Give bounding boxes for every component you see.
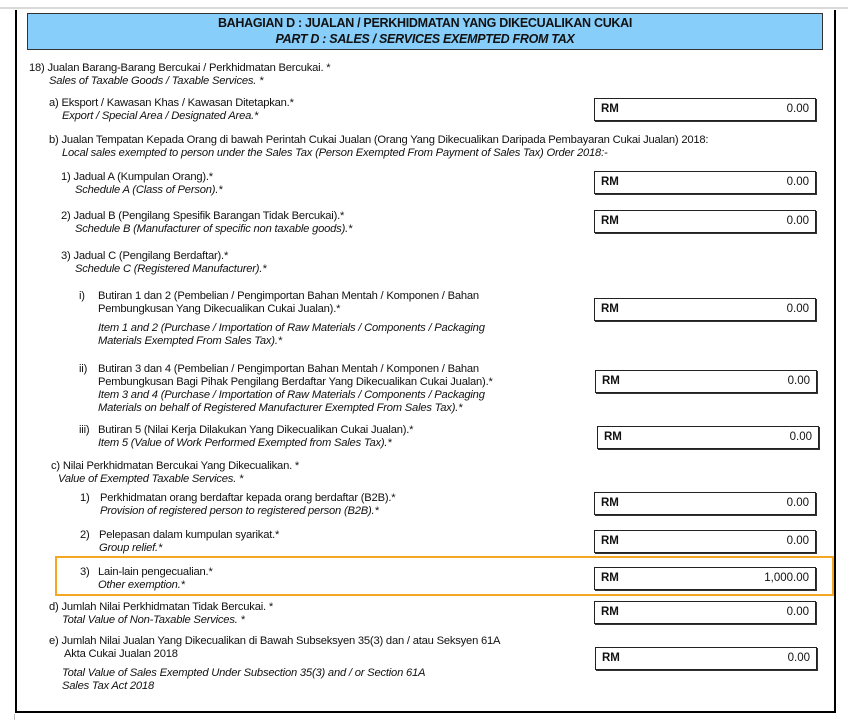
qb3-i-ms2: Pembungkusan Yang Dikecualikan Cukai Jualan).*	[98, 303, 341, 315]
currency-label: RM	[601, 215, 619, 227]
qe-ms1: e) Jumlah Nilai Jualan Yang Dikecualikan di Bawah Subseksyen 35(3) dan / atau Seksyen 61A	[49, 635, 501, 647]
qb3-i-label	[98, 290, 485, 348]
amount-value: 0.00	[789, 431, 812, 443]
qb3-i-ms1: Butiran 1 dan 2 (Pembelian / Pengimportan Bahan Mentah / Komponen / Bahan	[98, 290, 479, 302]
q18-ms: 18) Jualan Barang-Barang Bercukai / Perkhidmatan Bercukai. *	[29, 62, 331, 74]
qc2-ms: Pelepasan dalam kumpulan syarikat.*	[99, 529, 280, 541]
qd-en: Total Value of Non-Taxable Services. *	[62, 614, 245, 626]
qc3-ms: Lain-lain pengecualian.*	[98, 566, 213, 578]
amount-value: 0.00	[786, 303, 809, 315]
qb1-label	[61, 171, 222, 197]
amount-value: 1,000.00	[764, 572, 809, 584]
currency-label: RM	[601, 606, 619, 618]
currency-label: RM	[601, 303, 619, 315]
qa-ms: a) Eksport / Kawasan Khas / Kawasan Ditetapkan.*	[49, 97, 294, 109]
qc3-num: 3)	[80, 566, 90, 578]
qc-en: Value of Exempted Taxable Services. *	[58, 473, 244, 485]
qc1-label	[100, 492, 395, 518]
currency-label: RM	[602, 652, 620, 664]
qc2-amount-field[interactable]	[594, 530, 816, 553]
qb3-ii-num: ii)	[79, 363, 88, 375]
qc2-num: 2)	[80, 529, 90, 541]
currency-label: RM	[602, 375, 620, 387]
qe-en2: Sales Tax Act 2018	[62, 680, 154, 692]
qe-label	[49, 635, 500, 693]
qc3-label	[98, 566, 213, 592]
qb2-en: Schedule B (Manufacturer of specific non taxable goods).*	[75, 223, 353, 235]
currency-label: RM	[601, 497, 619, 509]
currency-label: RM	[601, 572, 619, 584]
amount-value: 0.00	[786, 497, 809, 509]
qc3-en: Other exemption.*	[98, 579, 185, 591]
qb3-iii-ms: Butiran 5 (Nilai Kerja Dilakukan Yang Dikecualikan Cukai Jualan).*	[98, 424, 414, 436]
amount-value: 0.00	[786, 606, 809, 618]
currency-label: RM	[601, 103, 619, 115]
qa-amount-field[interactable]	[594, 98, 816, 121]
qc1-en: Provision of registered person to registered person (B2B).*	[100, 505, 379, 517]
qc3-amount-field[interactable]	[594, 567, 816, 590]
qc1-ms: Perkhidmatan orang berdaftar kepada orang berdaftar (B2B).*	[100, 492, 396, 504]
currency-label: RM	[601, 176, 619, 188]
qb3-i-amount-field[interactable]	[594, 298, 816, 321]
qb3-ii-en2: Materials on behalf of Registered Manufacturer Exempted From Sales Tax).*	[98, 402, 463, 414]
qc2-label	[99, 529, 279, 555]
qb3-ii-en1: Item 3 and 4 (Purchase / Importation of Raw Materials / Components / Packaging	[98, 389, 485, 401]
qb3-label	[61, 250, 266, 276]
qb3-ii-amount-field[interactable]	[595, 370, 817, 393]
qe-ms2: Akta Cukai Jualan 2018	[64, 648, 178, 660]
qb-en: Local sales exempted to person under the Sales Tax (Person Exempted From Payment of Sales Tax) Order 2018:-	[62, 147, 608, 159]
qc1-amount-field[interactable]	[594, 492, 816, 515]
qb3-iii-label	[98, 424, 413, 450]
qb3-i-en1: Item 1 and 2 (Purchase / Importation of Raw Materials / Components / Packaging	[98, 322, 485, 334]
amount-value: 0.00	[787, 652, 810, 664]
qb-label	[49, 134, 708, 160]
amount-value: 0.00	[786, 103, 809, 115]
qb3-i-en2: Materials Exempted From Sales Tax).*	[98, 335, 282, 347]
qb3-ii-ms2: Pembungkusan Bagi Pihak Pengilang Berdaftar Yang Dikecualikan Cukai Jualan).*	[98, 376, 493, 388]
qd-label	[49, 601, 273, 627]
currency-label: RM	[601, 535, 619, 547]
qb3-en: Schedule C (Registered Manufacturer).*	[75, 263, 267, 275]
qc2-en: Group relief.*	[99, 542, 163, 554]
section-title-en: PART D : SALES / SERVICES EXEMPTED FROM TAX	[275, 32, 575, 46]
qb3-iii-en: Item 5 (Value of Work Performed Exempted from Sales Tax).*	[98, 437, 392, 449]
qb2-ms: 2) Jadual B (Pengilang Spesifik Barangan Tidak Bercukai).*	[61, 210, 345, 222]
qb3-iii-num: iii)	[79, 424, 90, 436]
currency-label: RM	[604, 431, 622, 443]
qa-label	[49, 97, 294, 123]
amount-value: 0.00	[786, 535, 809, 547]
qc-label	[51, 460, 299, 486]
qb1-amount-field[interactable]	[594, 171, 816, 194]
qe-en1: Total Value of Sales Exempted Under Subsection 35(3) and / or Section 61A	[62, 667, 426, 679]
qb3-ii-ms1: Butiran 3 dan 4 (Pembelian / Pengimportan Bahan Mentah / Komponen / Bahan	[98, 363, 479, 375]
section-header	[27, 13, 823, 50]
page-edge-marker	[14, 714, 15, 720]
qd-ms: d) Jumlah Nilai Perkhidmatan Tidak Bercukai. *	[49, 601, 273, 613]
qb2-amount-field[interactable]	[594, 210, 816, 233]
qb1-en: Schedule A (Class of Person).*	[75, 184, 223, 196]
qd-amount-field[interactable]	[594, 601, 816, 624]
qb3-iii-amount-field[interactable]	[597, 426, 819, 449]
qb3-ms: 3) Jadual C (Pengilang Berdaftar).*	[61, 250, 229, 262]
amount-value: 0.00	[787, 375, 810, 387]
q18-label	[29, 62, 330, 88]
q18-en: Sales of Taxable Goods / Taxable Services. *	[49, 75, 264, 87]
amount-value: 0.00	[786, 176, 809, 188]
top-divider	[0, 7, 848, 9]
qb3-ii-label	[98, 363, 493, 415]
qe-amount-field[interactable]	[595, 647, 817, 670]
qb2-label	[61, 210, 352, 236]
qb1-ms: 1) Jadual A (Kumpulan Orang).*	[61, 171, 213, 183]
section-title-ms: BAHAGIAN D : JUALAN / PERKHIDMATAN YANG DIKECUALIKAN CUKAI	[217, 16, 633, 30]
amount-value: 0.00	[786, 215, 809, 227]
qc-ms: c) Nilai Perkhidmatan Bercukai Yang Dikecualikan. *	[51, 460, 300, 472]
qb-ms: b) Jualan Tempatan Kepada Orang di bawah Perintah Cukai Jualan (Orang Yang Dikecualikan Daripada Pembayaran Cukai Jualan) 2018:	[49, 134, 709, 146]
qc1-num: 1)	[80, 492, 90, 504]
qa-en: Export / Special Area / Designated Area.*	[62, 110, 259, 122]
qb3-i-num: i)	[79, 290, 85, 302]
